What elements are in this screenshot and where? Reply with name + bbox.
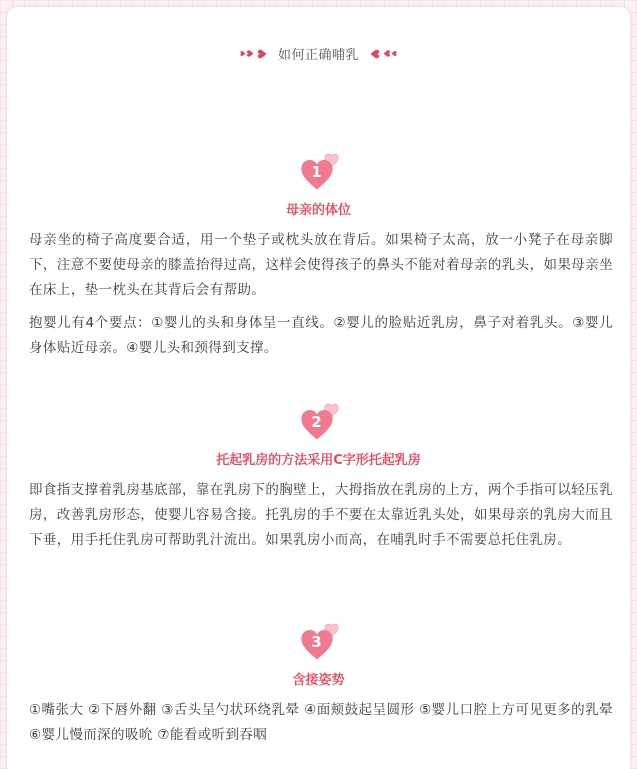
section-number-badge [289,403,349,443]
article-header [7,44,630,63]
section-title: 母亲的体位 [285,203,351,218]
section-paragraph: 抱婴儿有4个要点：①婴儿的头和身体呈一直线。②婴儿的脸贴近乳房，鼻子对着乳头。③婴儿身体贴近母亲。④婴儿头和颈得到支撑。 [29,315,613,356]
section-number: 1 [311,163,322,181]
section-number-badge [289,153,349,193]
section-title: 托起乳房的方法采用C字形托起乳房 [216,453,421,468]
section-number: 3 [311,633,322,651]
article-title: 如何正确哺乳 [277,48,359,63]
section-number-badge [289,623,349,663]
section-title: 含接姿势 [292,673,345,688]
heart-decoration-right-icon: ♥ ♥ ♥ [367,48,398,59]
heart-decoration-left-icon: ♥ ♥ ♥ [239,48,270,59]
section-paragraph: 母亲坐的椅子高度要合适，用一个垫子或枕头放在背后。如果椅子太高，放一小凳子在母亲脚下，注意不要使母亲的膝盖抬得过高，这样会使得孩子的鼻头不能对着母亲的乳头，如果母亲坐在床上，垫一枕头在其背后会有帮助。 [29,232,613,298]
section-paragraph: ①嘴张大 ②下唇外翻 ③舌头呈勺状环绕乳晕 ④面颊鼓起呈圆形 ⑤婴儿口腔上方可见更多的乳晕 ⑥婴儿慢而深的吸吮 ⑦能看或听到吞咽 [29,702,613,743]
article-card [7,7,630,769]
section-paragraph: 即食指支撑着乳房基底部，靠在乳房下的胸壁上，大拇指放在乳房的上方，两个手指可以轻压乳房，改善乳房形态，使婴儿容易含接。托乳房的手不要在太靠近乳头处，如果母亲的乳房大而且下垂，用手托住乳房可帮助乳汁流出。如果乳房小而高，在哺乳时手不需要总托住乳房。 [29,482,613,548]
section-3 [7,623,630,748]
section-number: 2 [311,413,322,431]
section-2 [7,403,630,553]
section-1 [7,153,630,361]
